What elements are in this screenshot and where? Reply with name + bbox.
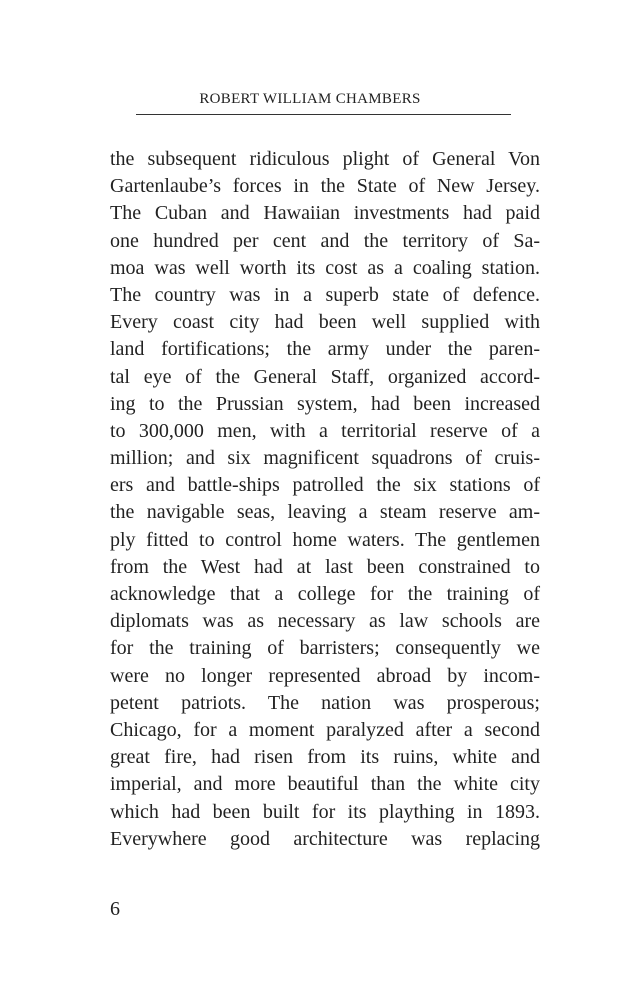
- text-line: the navigable seas, leaving a steam reserve am-: [110, 501, 540, 524]
- text-line: for the training of barristers; consequently we: [110, 637, 540, 660]
- text-line: moa was well worth its cost as a coaling station.: [110, 256, 540, 279]
- text-line: petent patriots. The nation was prosperous;: [110, 691, 540, 714]
- text-line: land fortifications; the army under the paren-: [110, 338, 540, 361]
- text-line: Gartenlaube’s forces in the State of New Jersey.: [110, 175, 540, 198]
- text-line: Every coast city had been well supplied with: [110, 311, 540, 334]
- text-line: to 300,000 men, with a territorial reserve of a: [110, 419, 540, 442]
- text-line: great fire, had risen from its ruins, white and: [110, 746, 540, 769]
- text-line: The Cuban and Hawaiian investments had paid: [110, 202, 540, 225]
- text-line: tal eye of the General Staff, organized accord-: [110, 365, 540, 388]
- text-line: ply fitted to control home waters. The gentlemen: [110, 528, 540, 551]
- text-line: Chicago, for a moment paralyzed after a second: [110, 718, 540, 741]
- running-head: ROBERT WILLIAM CHAMBERS: [199, 91, 421, 107]
- text-line: the subsequent ridiculous plight of General Von: [110, 148, 540, 170]
- text-line: one hundred per cent and the territory of Sa-: [110, 229, 540, 252]
- text-line: from the West had at last been constrained to: [110, 555, 540, 578]
- body-text: [110, 146, 540, 853]
- page-number: 6: [110, 898, 120, 920]
- text-line: The country was in a superb state of defence.: [110, 283, 540, 306]
- text-line: imperial, and more beautiful than the white city: [110, 773, 540, 796]
- text-line: ers and battle-ships patrolled the six stations of: [110, 474, 540, 497]
- header-rule: [136, 114, 511, 115]
- text-line: acknowledge that a college for the training of: [110, 583, 540, 605]
- text-line: million; and six magnificent squadrons of cruis-: [110, 447, 540, 470]
- text-line: which had been built for its plaything in 1893.: [110, 800, 540, 823]
- text-line: were no longer represented abroad by incom-: [110, 664, 540, 687]
- text-line: Everywhere good architecture was replacing: [110, 827, 540, 850]
- text-line: ing to the Prussian system, had been increased: [110, 392, 540, 415]
- text-line: diplomats was as necessary as law schools are: [110, 610, 540, 633]
